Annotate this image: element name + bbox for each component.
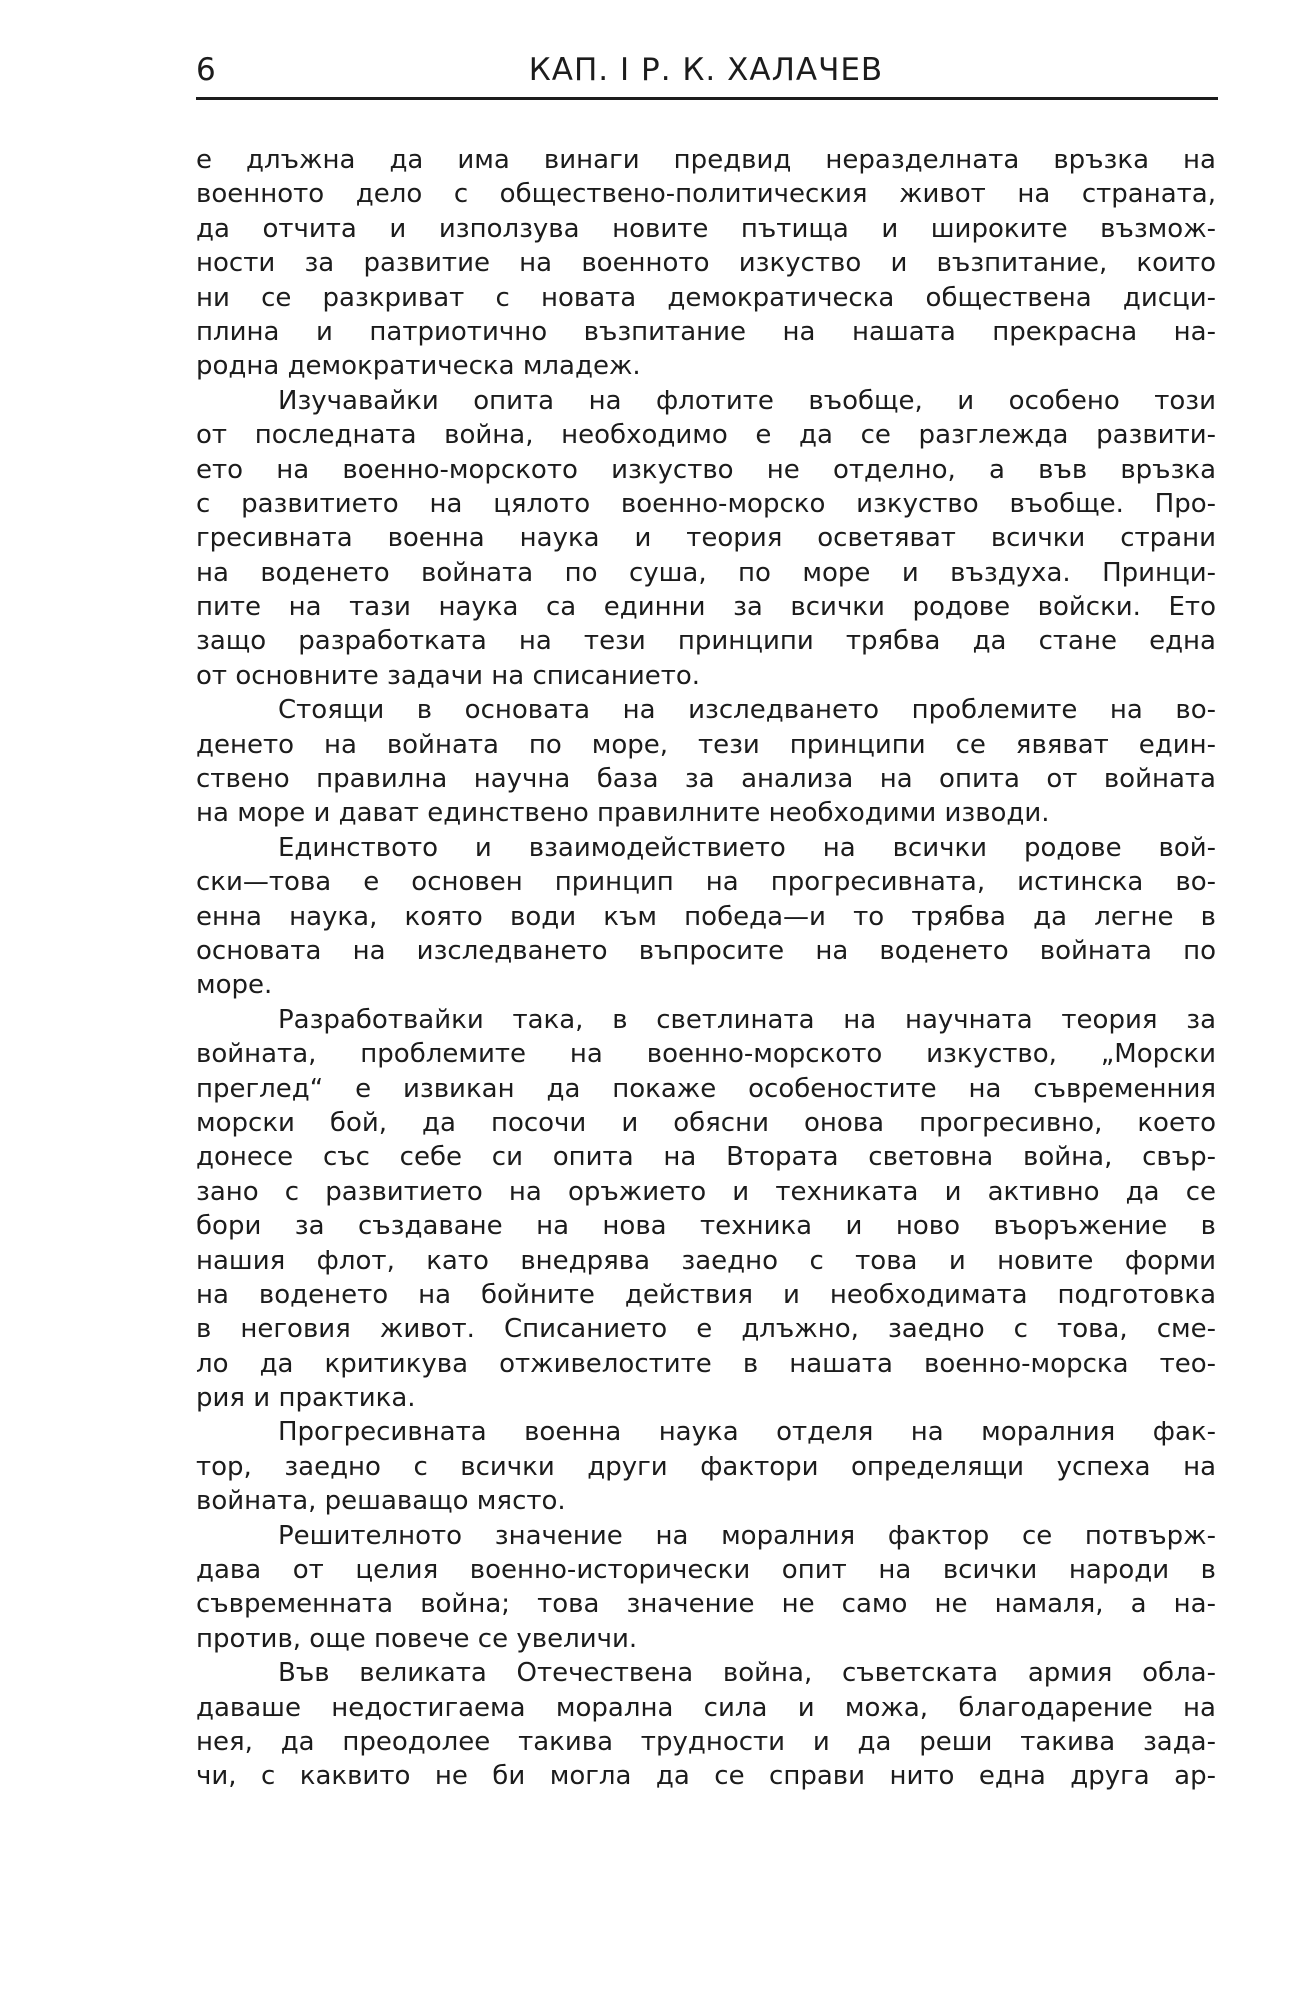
text-line: рия и практика. [196, 1383, 416, 1414]
text-line: море. [196, 970, 273, 1001]
text-line: даваше недостигаема морална сила и можа, благодарение на [196, 1692, 1216, 1723]
page-header [196, 46, 1216, 96]
text-line: на воденето войната по суша, по море и въздуха. Принци- [196, 557, 1216, 588]
text-line: в неговия живот. Списанието е длъжно, заедно с това, сме- [196, 1314, 1216, 1345]
text-line: преглед“ е извикан да покаже особеностите на съвременния [196, 1073, 1216, 1104]
text-line: Прогресивната военна наука отделя на моралния фак- [278, 1417, 1216, 1448]
text-line: денето на войната по море, тези принципи се явяват един- [196, 729, 1216, 760]
text-line: чи, с каквито не би могла да се справи нито една друга ар- [196, 1761, 1216, 1792]
text-line: ствено правилна научна база за анализа на опита от войната [196, 764, 1216, 795]
text-line: военното дело с обществено-политическия живот на страната, [196, 179, 1216, 210]
text-line: съвременната война; това значение не само не намаля, а на- [196, 1589, 1216, 1620]
body-text [196, 143, 1216, 1794]
text-line: войната, проблемите на военно-морското изкуство, „Морски [196, 1039, 1216, 1070]
text-line: от последната война, необходимо е да се разглежда развити- [196, 420, 1216, 451]
text-line: дава от целия военно-исторически опит на всички народи в [196, 1555, 1216, 1586]
text-line: защо разработката на тези принципи трябва да стане една [196, 626, 1216, 657]
text-line: на воденето на бойните действия и необходимата подготовка [196, 1279, 1216, 1310]
text-line: да отчита и използува новите пътища и широките възмож- [196, 213, 1216, 244]
text-line: е длъжна да има винаги предвид неразделната връзка на [196, 145, 1216, 175]
text-line: ски—това е основен принцип на прогресивната, истинска во- [196, 867, 1216, 898]
running-head: КАП. I Р. К. ХАЛАЧЕВ [528, 52, 884, 88]
page-number: 6 [196, 52, 216, 88]
text-line: войната, решаващо място. [196, 1486, 566, 1517]
text-line: бори за създаване на нова техника и ново въоръжение в [196, 1211, 1216, 1242]
text-line: Стоящи в основата на изследването проблемите на во- [278, 695, 1216, 726]
text-line: Решителното значение на моралния фактор се потвърж- [278, 1520, 1216, 1551]
text-line: от основните задачи на списанието. [196, 660, 701, 691]
text-line: с развитието на цялото военно-морско изкуство въобще. Про- [196, 488, 1216, 519]
text-line: родна демократическа младеж. [196, 351, 641, 382]
text-line: ло да критикува отживелостите в нашата военно-морска тео- [196, 1348, 1216, 1379]
text-line: морски бой, да посочи и обясни онова прогресивно, което [196, 1107, 1216, 1138]
text-line: Единството и взаимодействието на всички родове вой- [278, 832, 1216, 863]
text-line: нашия флот, като внедрява заедно с това и новите форми [196, 1245, 1216, 1276]
text-line: основата на изследването въпросите на воденето войната по [196, 935, 1216, 966]
text-line: Изучавайки опита на флотите въобще, и особено този [278, 385, 1216, 416]
text-line: ни се разкриват с новата демократическа обществена дисци- [196, 282, 1216, 313]
text-line: на море и дават единствено правилните необходими изводи. [196, 798, 1050, 829]
text-line: ности за развитие на военното изкуство и възпитание, които [196, 248, 1216, 279]
text-line: нея, да преодолее такива трудности и да реши такива зада- [196, 1726, 1216, 1757]
text-line: зано с развитието на оръжието и техниката и активно да се [196, 1176, 1216, 1207]
text-line: тор, заедно с всички други фактори определящи успеха на [196, 1451, 1216, 1482]
text-line: енна наука, която води към победа—и то трябва да легне в [196, 901, 1216, 932]
header-rule [196, 97, 1218, 100]
text-line: пите на тази наука са единни за всички родове войски. Ето [196, 592, 1216, 623]
text-line: против, още повече се увеличи. [196, 1623, 638, 1654]
text-line: гресивната военна наука и теория осветяват всички страни [196, 523, 1216, 554]
text-line: Разработвайки така, в светлината на научната теория за [278, 1004, 1216, 1035]
text-line: ето на военно-морското изкуство не отделно, а във връзка [196, 454, 1216, 485]
text-line: Във великата Отечествена война, съветската армия обла- [278, 1658, 1216, 1689]
text-line: донесе със себе си опита на Втората световна война, свър- [196, 1142, 1216, 1173]
text-line: плина и патриотично възпитание на нашата прекрасна на- [196, 316, 1216, 347]
